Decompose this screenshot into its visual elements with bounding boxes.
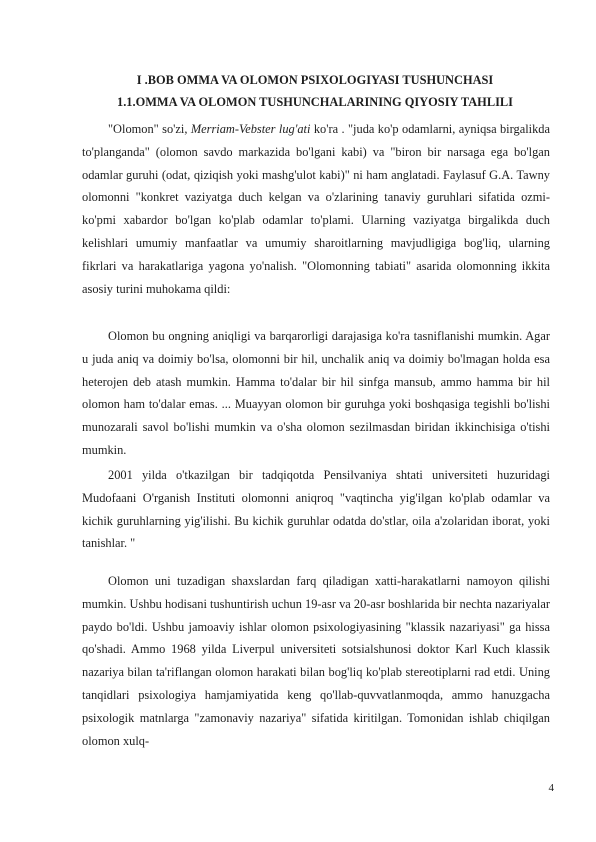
paragraph-3: 2001 yilda o'tkazilgan bir tadqiqotda Pensilvaniya shtati universiteti huzuridagi Mudofaani O'rganish Instituti olomonni aniqroq "vaqtincha yig'ilgan ko'plab odamlar va kichik guruhlarning yig'ilishi. Bu kichik guruhlar odatda do'stlar, oila a'zolaridan iborat, yoki tanishlar. " <box>82 468 550 551</box>
paragraph-1-start: "Olomon" so'zi, <box>108 122 191 136</box>
paragraph-4: Olomon uni tuzadigan shaxslardan farq qiladigan xatti-harakatlarni namoyon qilishi mumkin. Ushbu hodisani tushuntirish uchun 19-asr va 20-asr boshlarida bir nechta nazariyalar paydo bo'ldi. Ushbu jamoaviy ishlar olomon psixologiyasining "klassik nazariyasi" ga hissa qo'shadi. Ammo 1968 yilda Liverpul universiteti sotsialshunosi doktor Karl Kuch klassik nazariya bilan ta'riflangan olomon harakati bilan bog'liq ko'plab stereotiplarni rad etdi. Uning tanqidlari psixologiya hamjamiyatida keng qo'llab-quvvatlanmoqda, ammo hanuzgacha psixologik matnlarga "zamonaviy nazariya" sifatida kiritilgan. Tomonidan ishlab chiqilgan olomon xulq- <box>82 574 550 748</box>
paragraph-2: Olomon bu ongning aniqligi va barqarorligi darajasiga ko'ra tasniflanishi mumkin. Agar u juda aniq va doimiy bo'lsa, olomonni bir hil, unchalik aniq va doimiy bo'lmagan holda esa heterojen deb atash mumkin. Hamma to'dalar bir hil sinfga mansub, ammo hamma bir hil olomon ham to'dalar emas. ... Muayyan olomon bir guruhga yoki boshqasiga tegishli bo'lishi munozarali savol bo'lishi mumkin va o'sha olomon sezilmasdan biridan ikkinchisiga o'tishi mumkin. <box>82 329 550 457</box>
section-heading: 1.1.OMMA VA OLOMON TUSHUNCHALARINING QIYOSIY TAHLILI <box>117 95 513 109</box>
page-number: 4 <box>548 782 554 794</box>
chapter-heading: I .BOB OMMA VA OLOMON PSIXOLOGIYASI TUSHUNCHASI <box>136 73 494 87</box>
paragraph-1-rest: ko'ra . "juda ko'p odamlarni, ayniqsa birgalikda to'planganda" (olomon savdo markazida bo'lgani kabi) va "biron bir narsaga ega bo'lgan odamlar guruhi (odat, qiziqish yoki mashg'ulot kabi)" ni ham anglatadi. Faylasuf G.A. Tawny olomonni "konkret vaziyatga duch kelgan va o'zlarining tanaviy guruhlari sifatida ozmi-ko'pmi xabardor bo'lgan ko'plab odamlar to'plami. Ularning vaziyatga birgalikda duch kelishlari umumiy manfaatlar va umumiy sharoitlarning mavjudligiga bog'liq, ularning fikrlari va harakatlariga yagona yo'nalish. "Olomonning tabiati" asarida olomonning ikkita asosiy turini muhokama qildi: <box>82 122 550 296</box>
dictionary-title: Merriam-Vebster lug'ati <box>190 122 311 136</box>
paragraph-1 <box>82 118 550 300</box>
